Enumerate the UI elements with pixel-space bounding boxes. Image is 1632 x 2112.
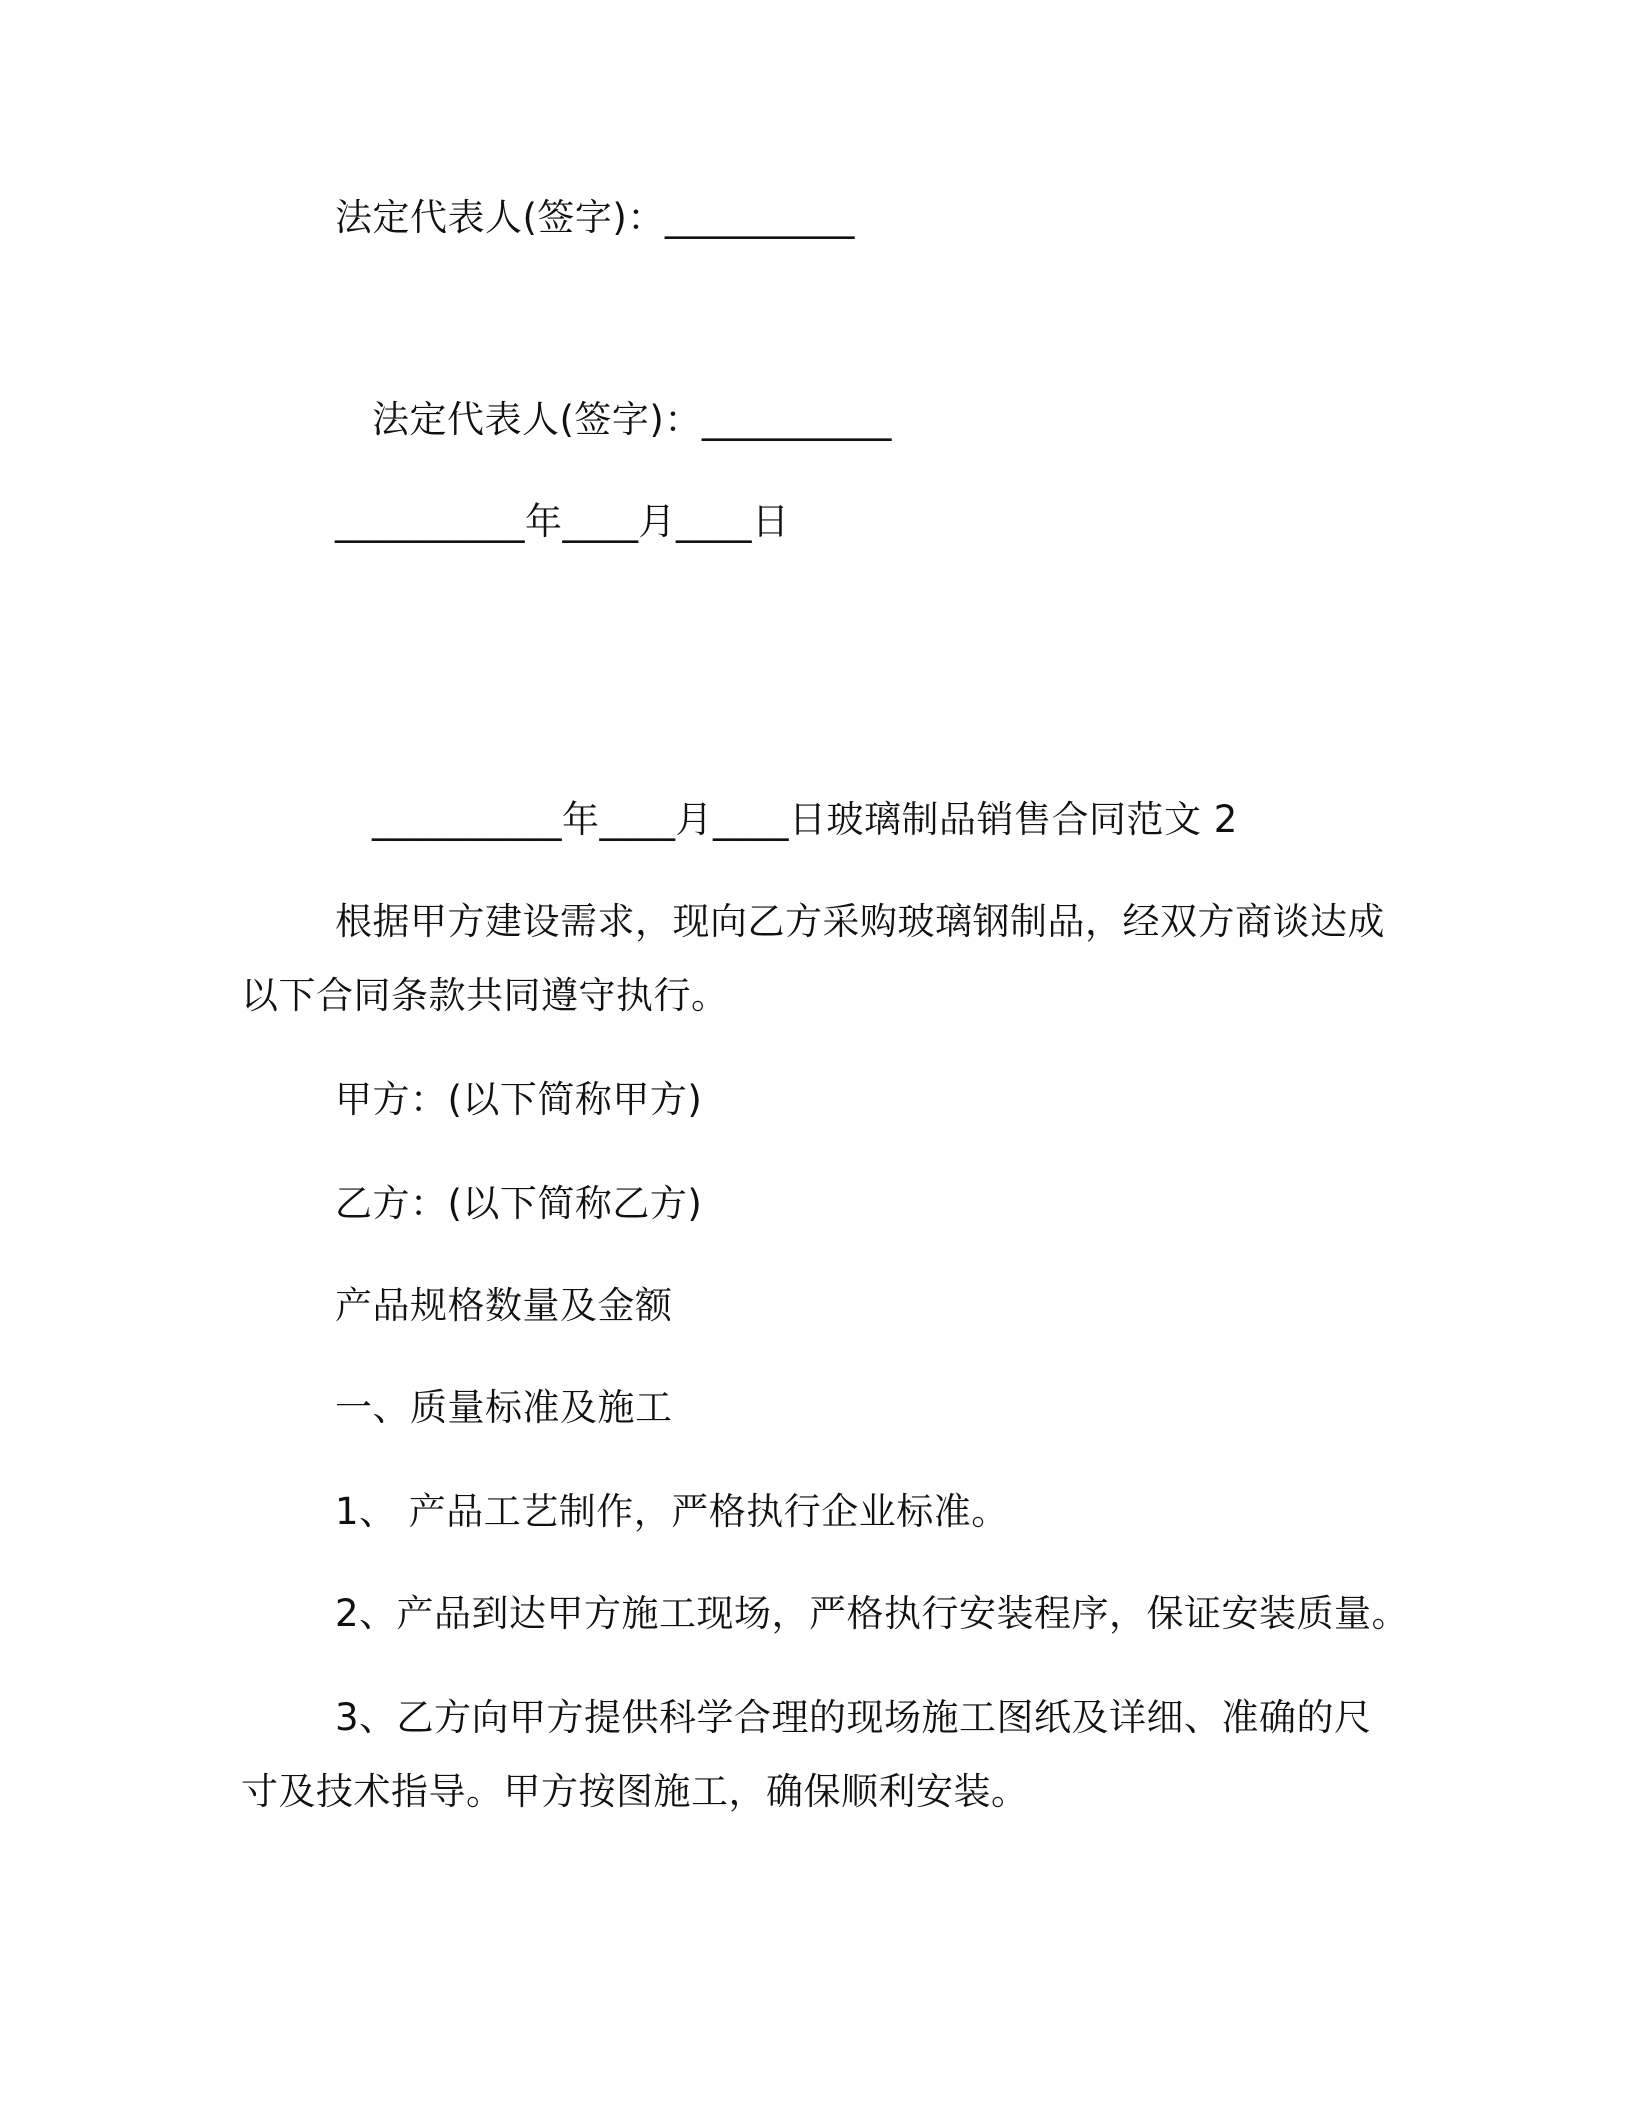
signature-line-2: 法定代表人(签字)：__________ [372, 398, 892, 441]
clause-item-1: 1、 产品工艺制作，严格执行企业标准。 [335, 1490, 1009, 1533]
signature-line-1: 法定代表人(签字)：__________ [335, 196, 855, 239]
clause-item-2: 2、产品到达甲方施工现场，严格执行安装程序，保证安装质量。 [335, 1592, 1410, 1635]
party-b-line: 乙方：(以下简称乙方) [335, 1182, 703, 1225]
date-line: __________年____月____日 [335, 500, 790, 543]
intro-paragraph-line-1: 根据甲方建设需求，现向乙方采购玻璃钢制品，经双方商谈达成 [335, 900, 1385, 943]
clause-item-3-line-1: 3、乙方向甲方提供科学合理的现场施工图纸及详细、准确的尺 [335, 1696, 1372, 1739]
contract-title: __________年____月____日玻璃制品销售合同范文 2 [372, 798, 1238, 841]
section-heading-1: 一、质量标准及施工 [335, 1386, 673, 1429]
intro-paragraph-line-2: 以下合同条款共同遵守执行。 [241, 974, 729, 1017]
spec-heading: 产品规格数量及金额 [335, 1284, 673, 1327]
party-a-line: 甲方：(以下简称甲方) [335, 1078, 703, 1121]
clause-item-3-line-2: 寸及技术指导。甲方按图施工，确保顺利安装。 [241, 1770, 1029, 1813]
